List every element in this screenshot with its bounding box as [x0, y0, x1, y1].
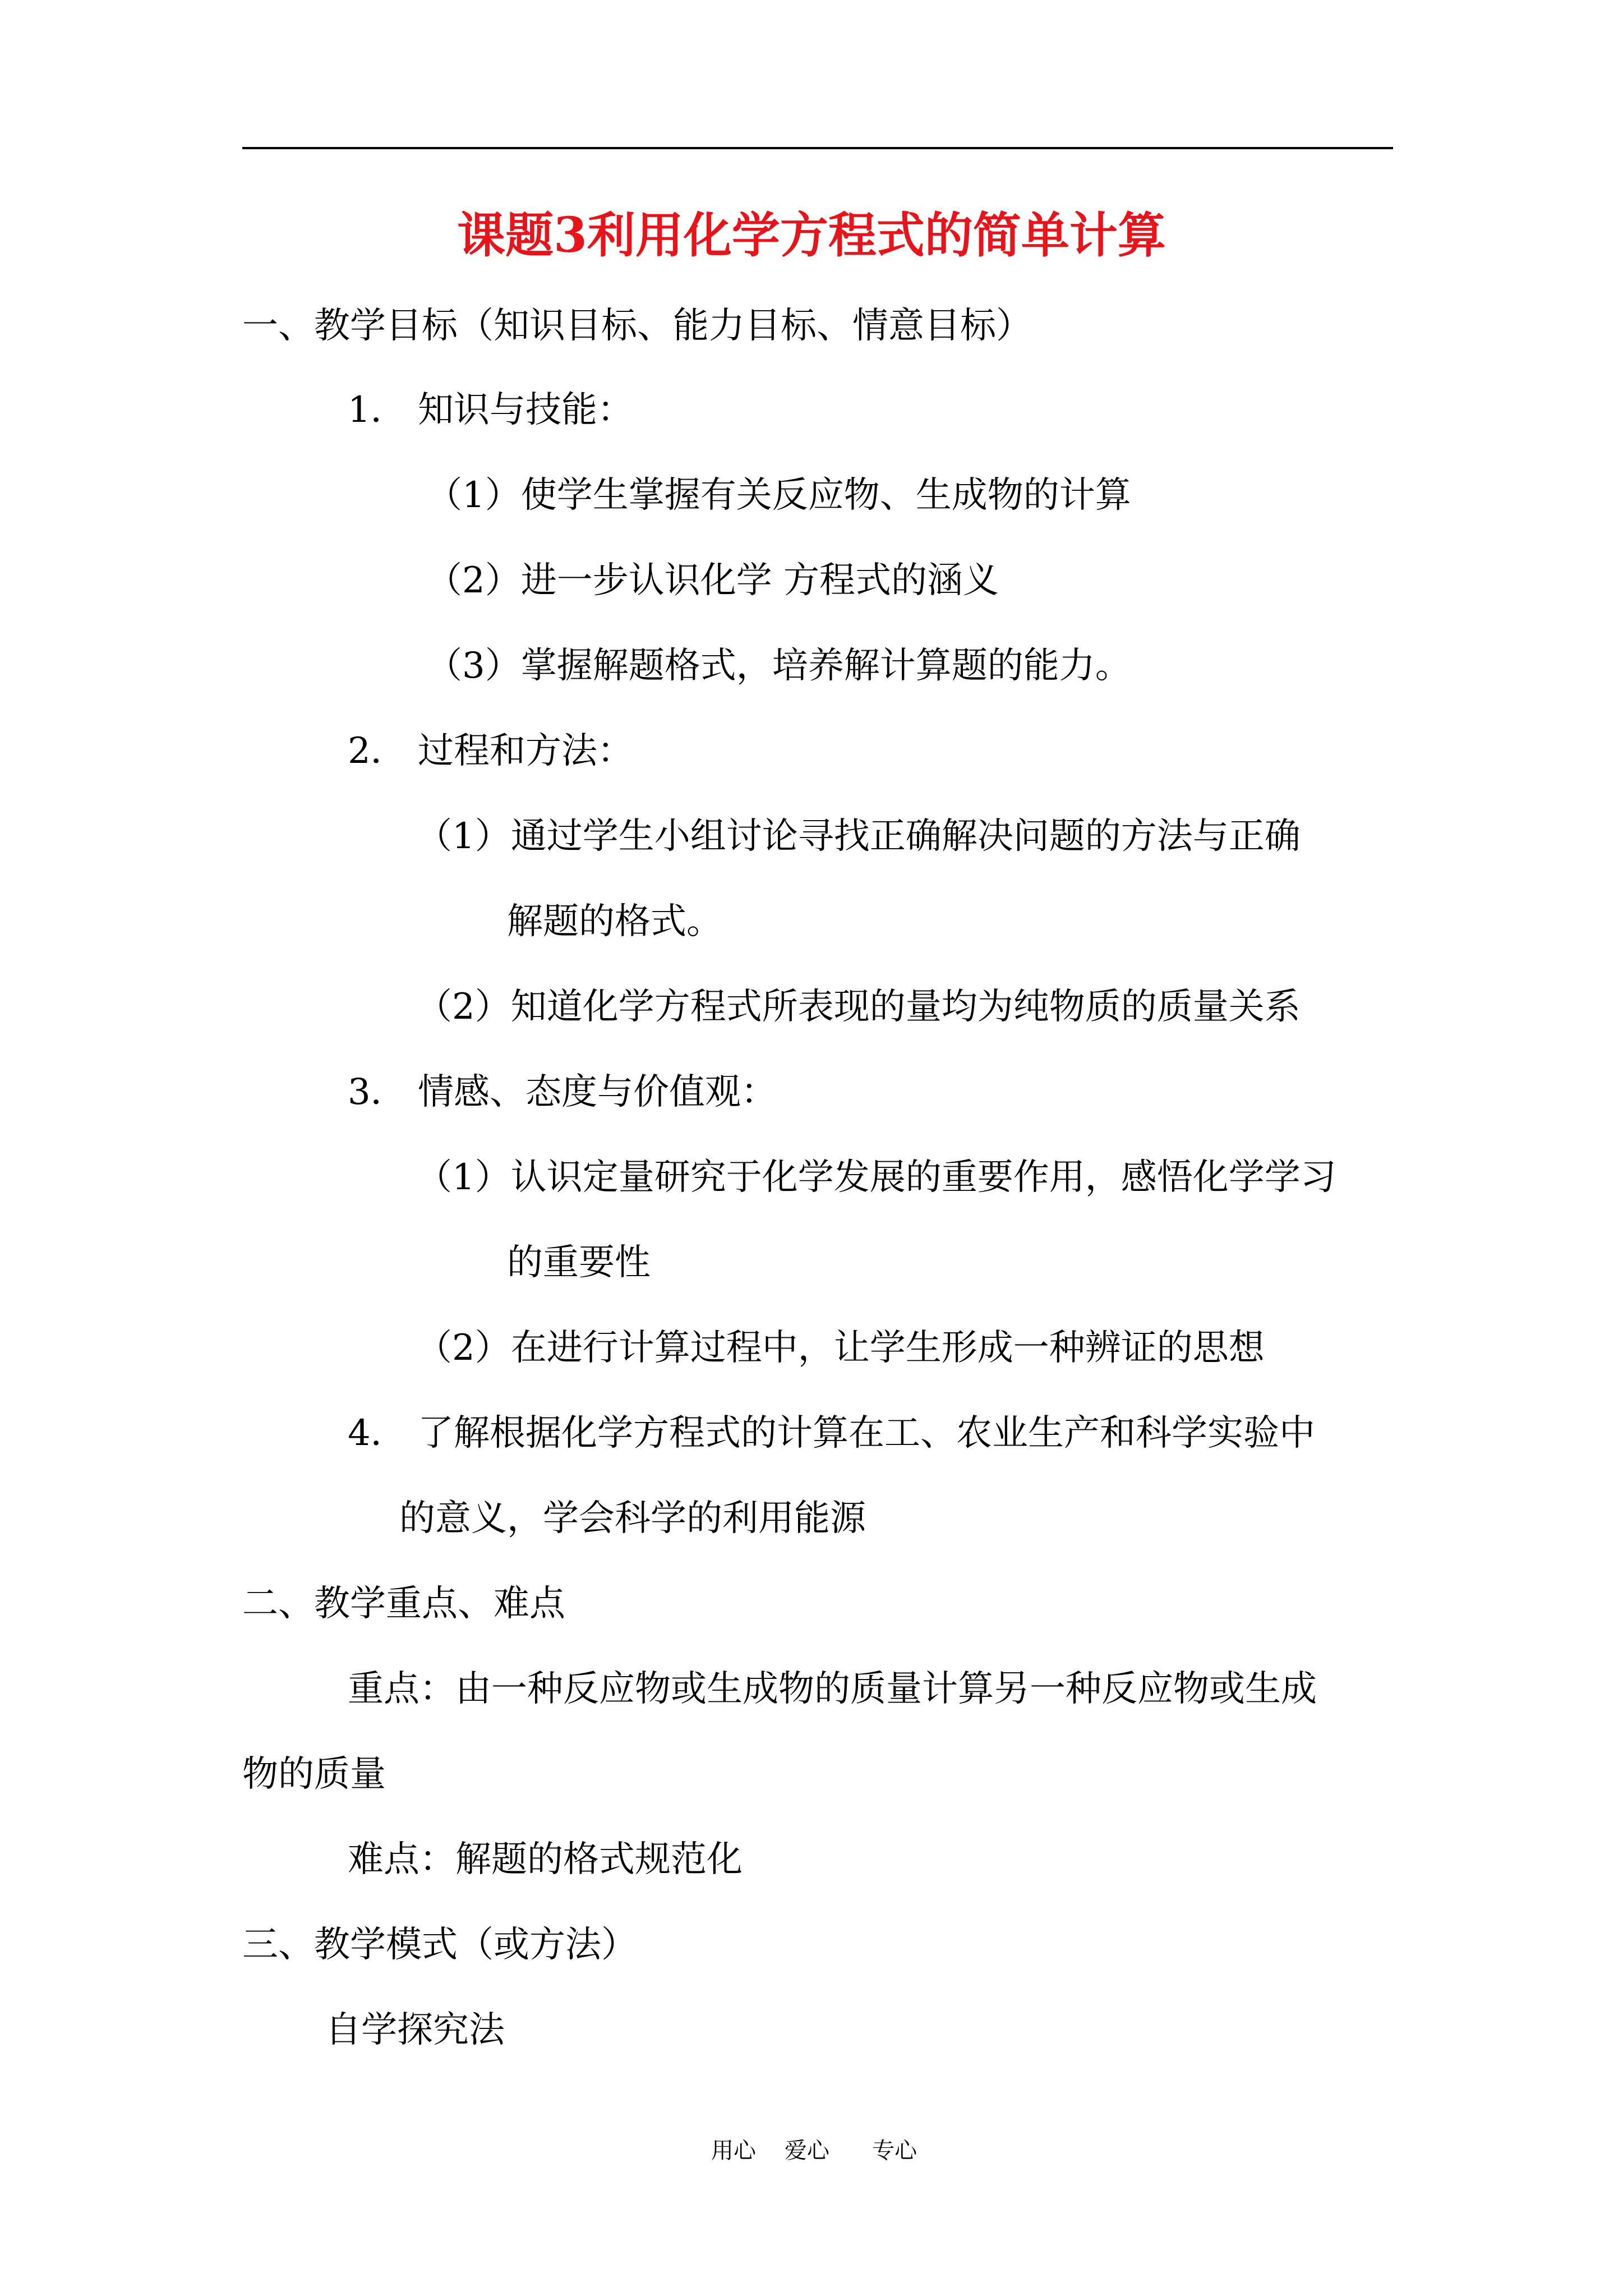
key-point-text: 重点：由一种反应物或生成物的质量计算另一种反应物或生成: [348, 1668, 1317, 1710]
key-point-text-continuation: 物的质量: [242, 1754, 386, 1795]
list-item: （1）通过学生小组讨论寻找正确解决问题的方法与正确: [416, 816, 1301, 857]
difficult-point-text: 难点：解题的格式规范化: [348, 1839, 743, 1880]
list-item: （1）使学生掌握有关反应物、生成物的计算: [426, 475, 1131, 516]
list-item: （2）知道化学方程式所表现的量均为纯物质的质量关系: [416, 986, 1301, 1028]
section-heading-key-points: 二、教学重点、难点: [242, 1583, 565, 1625]
subheading-knowledge-skills: 1． 知识与技能：: [348, 389, 634, 431]
page-title: 课题3利用化学方程式的简单计算: [457, 207, 1166, 264]
subheading-item-4: 4． 了解根据化学方程式的计算在工、农业生产和科学实验中: [348, 1412, 1316, 1454]
subheading-item-4-continuation: 的意义，学会科学的利用能源: [399, 1498, 866, 1539]
list-item: （2）进一步认识化学 方程式的涵义: [426, 560, 999, 601]
header-rule: [242, 147, 1393, 149]
page-footer: 用心 爱心 专心: [711, 2138, 917, 2164]
section-heading-objectives: 一、教学目标（知识目标、能力目标、情意目标）: [242, 305, 1032, 347]
list-item: （2）在进行计算过程中，让学生形成一种辨证的思想: [416, 1327, 1265, 1369]
section-heading-teaching-mode: 三、教学模式（或方法）: [242, 1924, 637, 1966]
list-item-continuation: 解题的格式。: [507, 901, 722, 942]
list-item-continuation: 的重要性: [507, 1242, 651, 1283]
subheading-process-methods: 2． 过程和方法：: [348, 730, 634, 772]
list-item: （1）认识定量研究于化学发展的重要作用，感悟化学学习: [416, 1157, 1336, 1198]
teaching-method-text: 自学探究法: [325, 2009, 505, 2051]
list-item: （3）掌握解题格式，培养解计算题的能力。: [426, 645, 1131, 687]
subheading-attitude-values: 3． 情感、态度与价值观：: [348, 1071, 777, 1113]
